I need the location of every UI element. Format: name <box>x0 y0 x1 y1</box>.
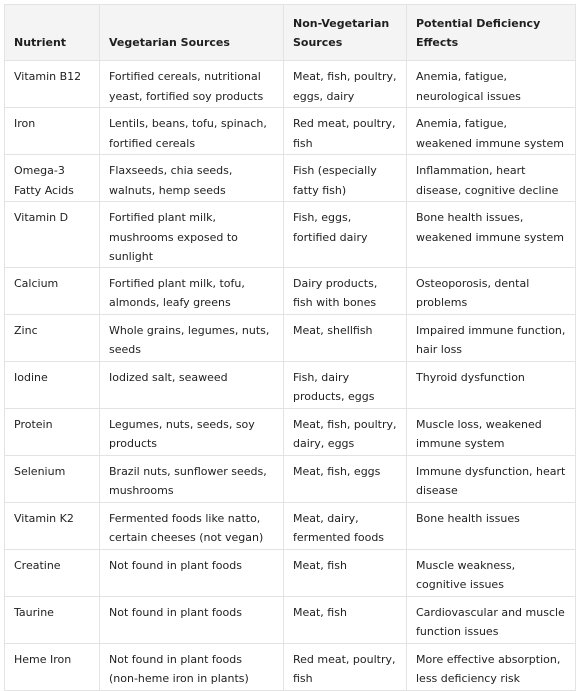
cell-nutrient: Vitamin D <box>5 202 100 268</box>
cell-non-vegetarian: Meat, fish, poultry, dairy, eggs <box>284 408 407 455</box>
table-row <box>5 202 576 268</box>
header-vegetarian-sources: Vegetarian Sources <box>100 5 284 61</box>
table-row <box>5 408 576 455</box>
cell-deficiency: Thyroid dysfunction <box>407 361 576 408</box>
cell-non-vegetarian: Meat, fish <box>284 596 407 643</box>
cell-vegetarian: Fortified plant milk, mushrooms exposed to sunlight <box>100 202 284 268</box>
table-row <box>5 61 576 108</box>
cell-nutrient: Heme Iron <box>5 643 100 690</box>
cell-vegetarian: Not found in plant foods (non-heme iron in plants) <box>100 643 284 690</box>
header-nutrient: Nutrient <box>5 5 100 61</box>
cell-nutrient: Selenium <box>5 455 100 502</box>
table-row <box>5 314 576 361</box>
cell-vegetarian: Flaxseeds, chia seeds, walnuts, hemp seeds <box>100 155 284 202</box>
cell-nutrient: Taurine <box>5 596 100 643</box>
cell-non-vegetarian: Meat, dairy, fermented foods <box>284 502 407 549</box>
cell-non-vegetarian: Fish, eggs, fortified dairy <box>284 202 407 268</box>
cell-deficiency: Osteoporosis, dental problems <box>407 267 576 314</box>
cell-deficiency: Cardiovascular and muscle function issues <box>407 596 576 643</box>
cell-deficiency: Anemia, fatigue, weakened immune system <box>407 108 576 155</box>
cell-deficiency: Muscle loss, weakened immune system <box>407 408 576 455</box>
cell-deficiency: Anemia, fatigue, neurological issues <box>407 61 576 108</box>
nutrient-table <box>4 4 576 691</box>
cell-vegetarian: Brazil nuts, sunflower seeds, mushrooms <box>100 455 284 502</box>
cell-deficiency: Bone health issues <box>407 502 576 549</box>
cell-non-vegetarian: Dairy products, fish with bones <box>284 267 407 314</box>
table-row <box>5 455 576 502</box>
cell-vegetarian: Fortified plant milk, tofu, almonds, leafy greens <box>100 267 284 314</box>
table-row <box>5 549 576 596</box>
cell-nutrient: Omega-3 Fatty Acids <box>5 155 100 202</box>
cell-deficiency: Immune dysfunction, heart disease <box>407 455 576 502</box>
cell-deficiency: More effective absorption, less deficiency risk <box>407 643 576 690</box>
cell-deficiency: Impaired immune function, hair loss <box>407 314 576 361</box>
cell-nutrient: Iodine <box>5 361 100 408</box>
cell-non-vegetarian: Red meat, poultry, fish <box>284 108 407 155</box>
cell-non-vegetarian: Fish (especially fatty fish) <box>284 155 407 202</box>
cell-nutrient: Creatine <box>5 549 100 596</box>
cell-vegetarian: Fortified cereals, nutritional yeast, fortified soy products <box>100 61 284 108</box>
cell-nutrient: Protein <box>5 408 100 455</box>
cell-non-vegetarian: Meat, fish, eggs <box>284 455 407 502</box>
cell-deficiency: Inflammation, heart disease, cognitive decline <box>407 155 576 202</box>
cell-vegetarian: Not found in plant foods <box>100 549 284 596</box>
header-deficiency-effects: Potential Deficiency Effects <box>407 5 576 61</box>
cell-vegetarian: Whole grains, legumes, nuts, seeds <box>100 314 284 361</box>
cell-non-vegetarian: Meat, fish, poultry, eggs, dairy <box>284 61 407 108</box>
cell-deficiency: Bone health issues, weakened immune system <box>407 202 576 268</box>
table-row <box>5 596 576 643</box>
cell-non-vegetarian: Fish, dairy products, eggs <box>284 361 407 408</box>
cell-vegetarian: Lentils, beans, tofu, spinach, fortified cereals <box>100 108 284 155</box>
table-row <box>5 267 576 314</box>
table-row <box>5 108 576 155</box>
cell-vegetarian: Iodized salt, seaweed <box>100 361 284 408</box>
cell-vegetarian: Legumes, nuts, seeds, soy products <box>100 408 284 455</box>
cell-nutrient: Calcium <box>5 267 100 314</box>
cell-nutrient: Vitamin K2 <box>5 502 100 549</box>
table-row <box>5 502 576 549</box>
table-row <box>5 361 576 408</box>
cell-deficiency: Muscle weakness, cognitive issues <box>407 549 576 596</box>
table-header-row <box>5 5 576 61</box>
header-non-vegetarian-sources: Non-Vegetarian Sources <box>284 5 407 61</box>
cell-nutrient: Zinc <box>5 314 100 361</box>
cell-vegetarian: Fermented foods like natto, certain cheeses (not vegan) <box>100 502 284 549</box>
cell-non-vegetarian: Meat, shellfish <box>284 314 407 361</box>
cell-non-vegetarian: Red meat, poultry, fish <box>284 643 407 690</box>
table-row <box>5 643 576 690</box>
cell-non-vegetarian: Meat, fish <box>284 549 407 596</box>
cell-nutrient: Vitamin B12 <box>5 61 100 108</box>
table-row <box>5 155 576 202</box>
cell-vegetarian: Not found in plant foods <box>100 596 284 643</box>
nutrient-table-container <box>4 4 575 691</box>
cell-nutrient: Iron <box>5 108 100 155</box>
